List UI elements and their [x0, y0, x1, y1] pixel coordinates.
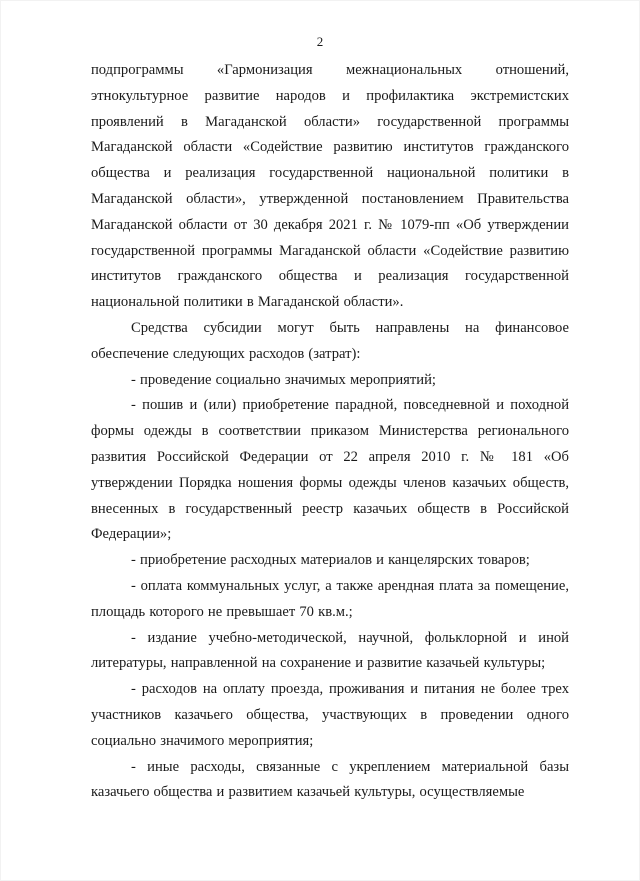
paragraph-continuation: подпрограммы «Гармонизация межнациональных отношений, этнокультурное развитие народов и профилактика экстремистских проявлений в Магаданской области» государственной программы Магаданской области «Содействие развитию институтов гражданского общества и реализация государственной национальной политики в Магаданской области», утвержденной постановлением Правительства Магаданской области от 30 декабря 2021 г. № 1079-пп «Об утверждении государственной программы Магаданской области «Содействие развитию институтов гражданского общества и реализация государственной национальной политики в Магаданской области». — [91, 62, 569, 311]
page-number: 2 — [316, 34, 324, 49]
list-item-publishing: - издание учебно-методической, научной, фольклорной и иной литературы, направленной на сохранение и развитие казачьей культуры; — [91, 629, 569, 672]
list-item-travel: - расходов на оплату проезда, проживания и питания не более трех участников казачьего общества, участвующих в проведении одного социально значимого мероприятия; — [91, 681, 569, 749]
list-item-events: - проведение социально значимых мероприятий; — [131, 371, 436, 388]
paragraph-subsidy-intro: Средства субсидии могут быть направлены на финансовое обеспечение следующих расходов (затрат): — [91, 319, 569, 362]
list-item-other: - иные расходы, связанные с укреплением материальной базы казачьего общества и развитием казачьей культуры, осуществляемые — [91, 758, 569, 801]
list-item-utilities: - оплата коммунальных услуг, а также арендная плата за помещение, площадь которого не превышает 70 кв.м.; — [91, 577, 569, 620]
document-body — [91, 58, 569, 806]
list-item-uniform: - пошив и (или) приобретение парадной, повседневной и походной формы одежды в соответствии приказом Министерства регионального развития Российской Федерации от 22 апреля 2010 г. № 181 «Об утверждении Порядка ношения формы одежды членов казачьих обществ, внесенных в государственный реестр казачьих обществ в Российской Федерации»; — [91, 397, 569, 543]
list-item-supplies: - приобретение расходных материалов и канцелярских товаров; — [131, 552, 530, 569]
